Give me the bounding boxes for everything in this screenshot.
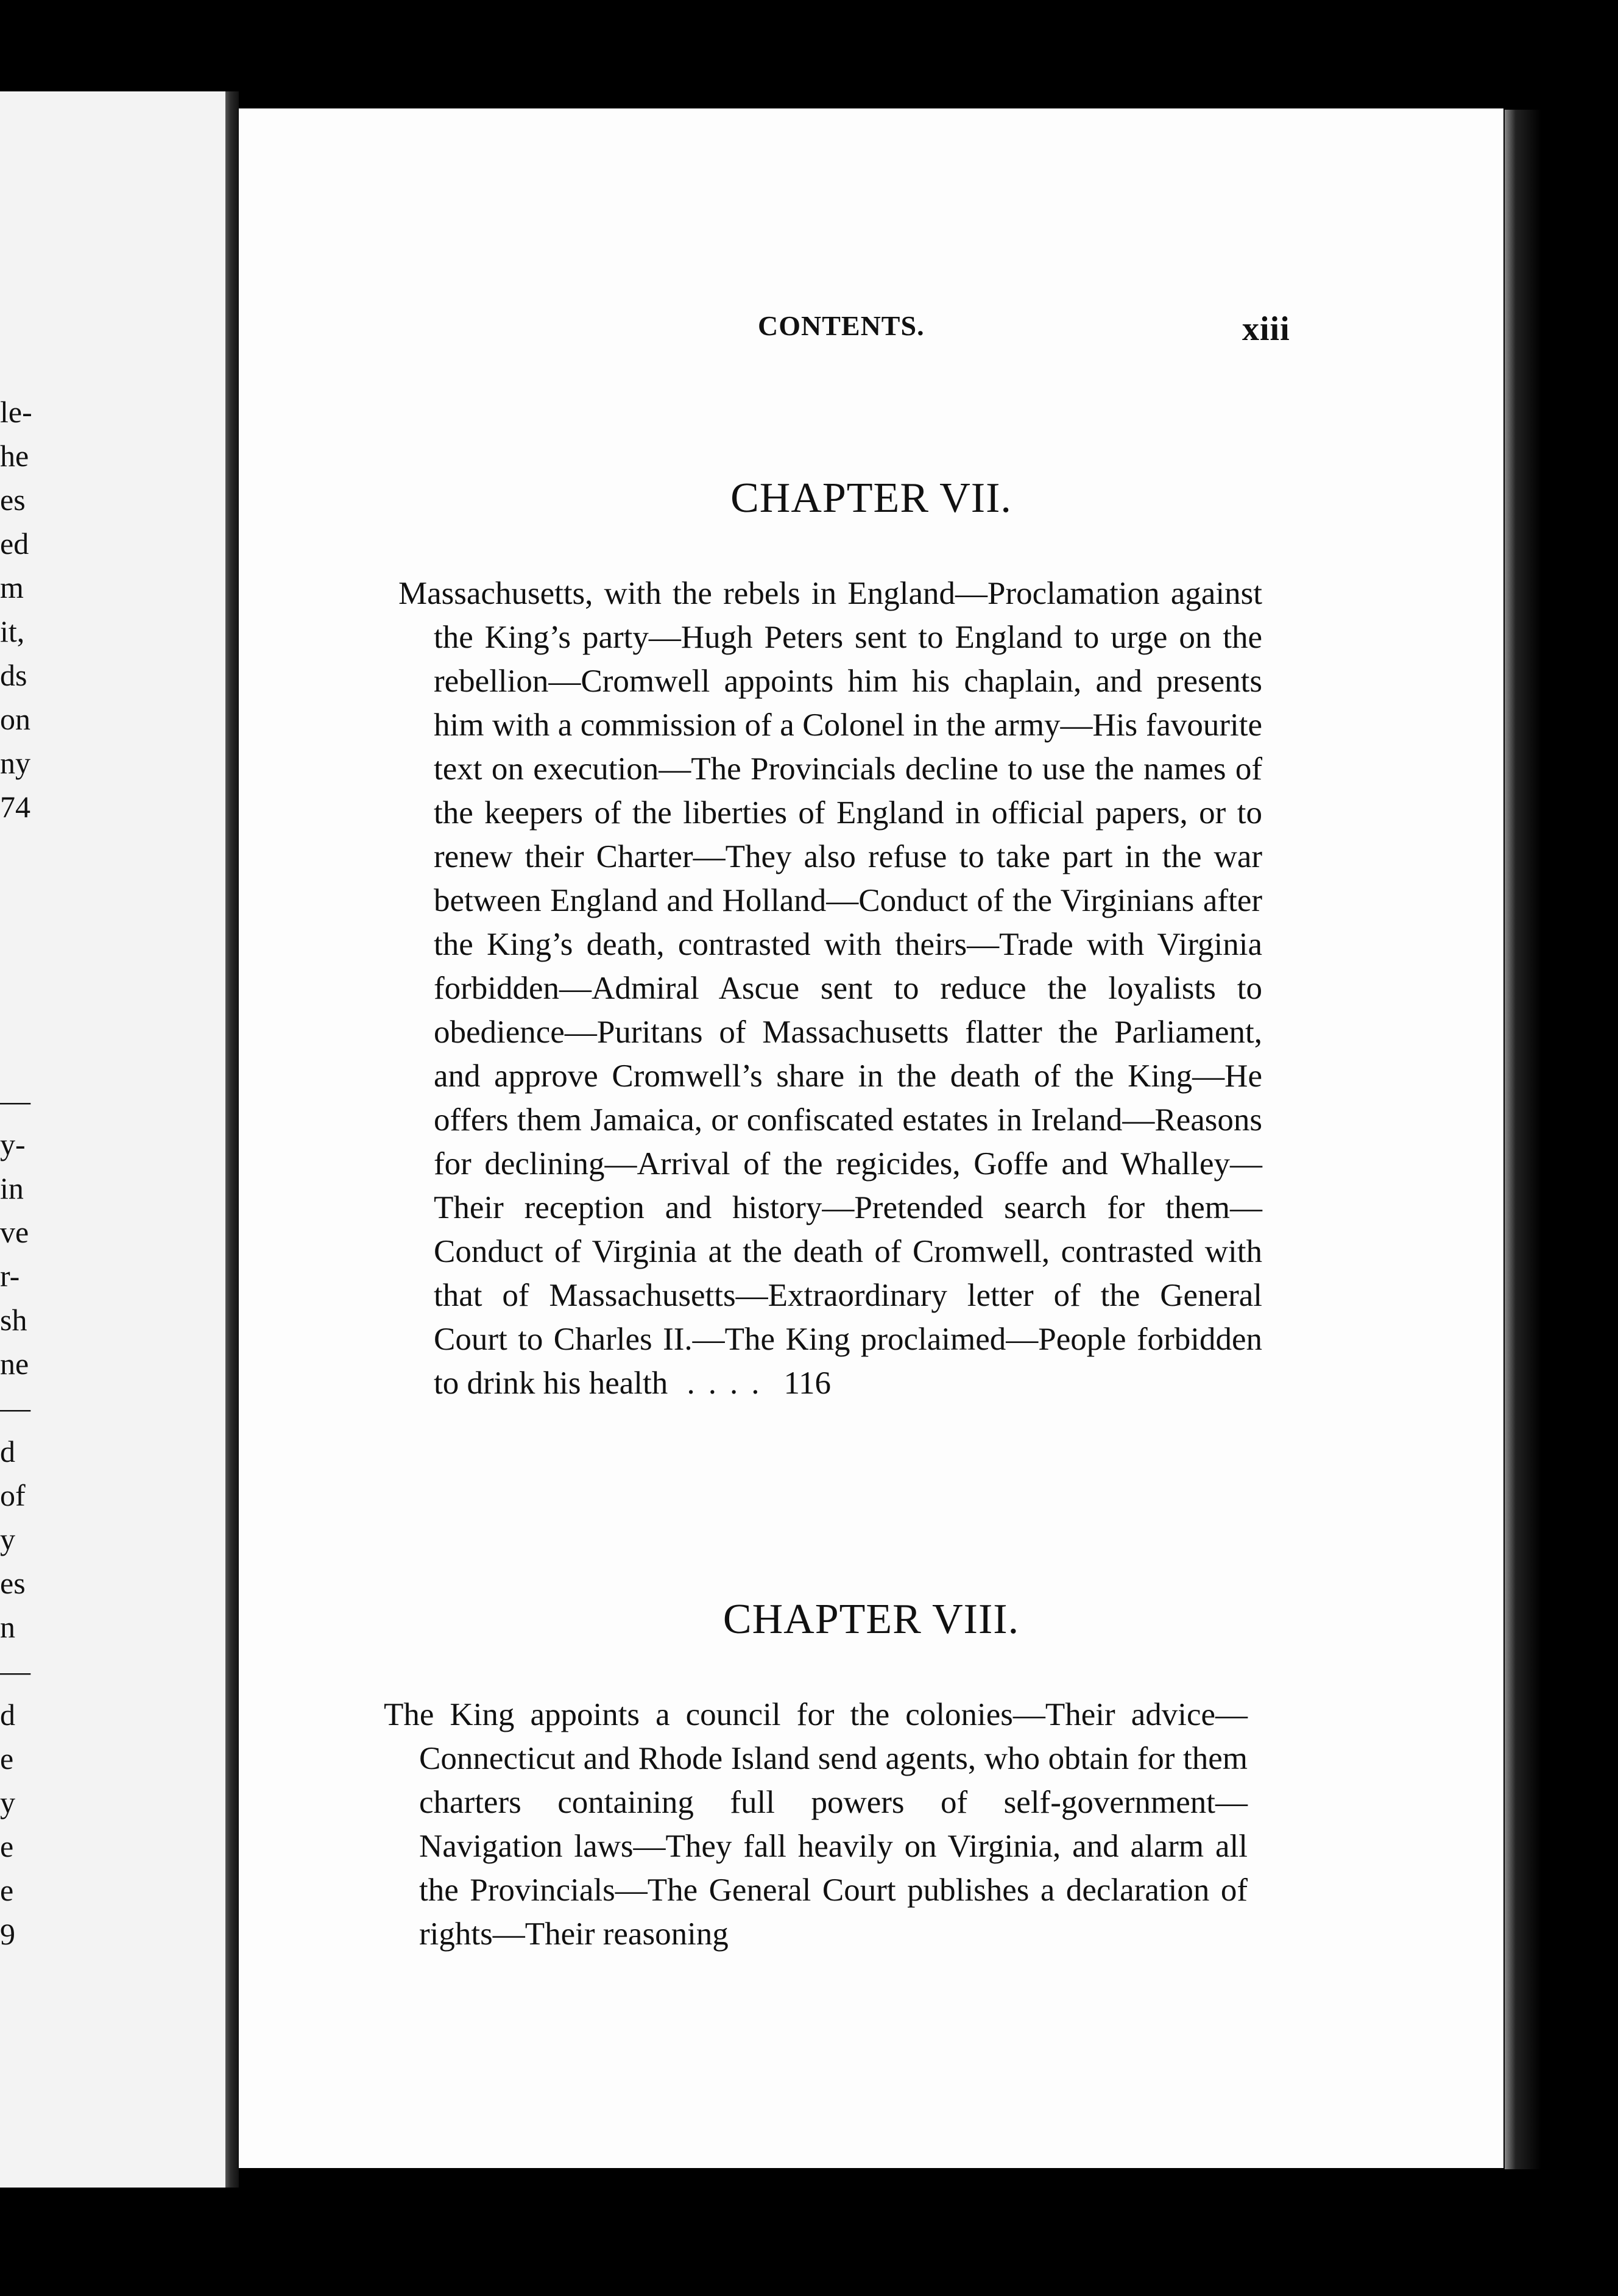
contents-page <box>239 108 1503 2168</box>
chapter-page-number: 116 <box>783 1366 831 1401</box>
left-page-fragment: es <box>0 1566 26 1600</box>
chapter-summary-text: The King appoints a council for the colonies—Their advice—Connecticut and Rhode Island send agents, who obtain for them charters containing full powers of self-government—Navigation laws—They fall heavily on Virginia, and alarm all the Provincials—The General Court publishes a declaration of rights—Their reasoning <box>384 1697 1248 1952</box>
left-page-fragment: e <box>0 1741 14 1776</box>
page-reference <box>676 1366 831 1401</box>
left-page-fragment: sh <box>0 1303 27 1337</box>
book-gutter <box>225 91 239 2188</box>
chapter-heading: CHAPTER VII. <box>730 475 1012 522</box>
left-page-fragment: ny <box>0 746 30 780</box>
left-page-fragment: on <box>0 702 30 736</box>
chapter-summary-text: Massachusetts, with the rebels in England—Proclamation against the King’s party—Hugh Peters sent to England to urge on the rebellion—Cromwell appoints him his chaplain, and presents him with a commission of a Colonel in the army—His favourite text on execution—The Provincials decline to use the names of the keepers of the liberties of England in official papers, or to renew their Charter—They also refuse to take part in the war between England and Holland—Conduct of the Virginians after the King’s death, contrasted with theirs—Trade with Virginia forbidden—Admiral Ascue sent to reduce the loyalists to obedience—Puritans of Massachusetts flatter the Parliament, and approve Cromwell’s share in the death of the King—He offers them Jamaica, or confiscated estates in Ireland—Reasons for declining—Arrival of the regicides, Goffe and Whalley—Their reception and history—Pretended search for them—Conduct of Virginia at the death of Cromwell, contrasted with that of Massachusetts—Extraordinary letter of the General Court to Charles II.—The King proclaimed—People forbidden to drink his health <box>398 576 1262 1401</box>
left-page-fragment: in <box>0 1171 24 1205</box>
left-page-fragment: le- <box>0 395 32 429</box>
left-page-edge <box>0 91 225 2188</box>
left-page-fragment: n <box>0 1610 15 1644</box>
chapter-summary <box>398 572 1262 1405</box>
left-page-fragment: he <box>0 439 29 473</box>
left-page-fragment: — <box>0 1083 30 1118</box>
left-page-fragment: — <box>0 1391 30 1425</box>
book-spine <box>1505 110 1541 2169</box>
left-page-fragment: 74 <box>0 790 30 824</box>
left-page-fragment: d <box>0 1698 15 1732</box>
chapter-heading: CHAPTER VIII. <box>722 1596 1020 1643</box>
running-head-title: CONTENTS. <box>758 310 925 341</box>
left-page-fragment: r- <box>0 1259 20 1293</box>
chapter-summary <box>384 1693 1248 1956</box>
left-page-fragment: m <box>0 570 24 604</box>
left-page-fragment: es <box>0 483 26 517</box>
left-page-fragment: y <box>0 1785 15 1819</box>
left-page-fragment: it, <box>0 614 25 648</box>
left-page-fragment: ds <box>0 658 27 692</box>
left-page-fragment: ne <box>0 1347 29 1381</box>
left-page-fragment: — <box>0 1654 30 1688</box>
page-number: xiii <box>1242 310 1290 348</box>
left-page-fragment: y <box>0 1522 15 1556</box>
left-page-fragment: e <box>0 1873 14 1907</box>
left-page-fragment: ve <box>0 1215 29 1249</box>
left-page-fragment: y- <box>0 1127 26 1161</box>
left-page-fragment: 9 <box>0 1917 15 1951</box>
left-page-fragment: e <box>0 1829 14 1863</box>
left-page-fragment: of <box>0 1478 26 1512</box>
left-page-fragment: d <box>0 1434 15 1469</box>
dot-leader: .... <box>687 1366 773 1401</box>
left-page-fragment: ed <box>0 526 29 561</box>
